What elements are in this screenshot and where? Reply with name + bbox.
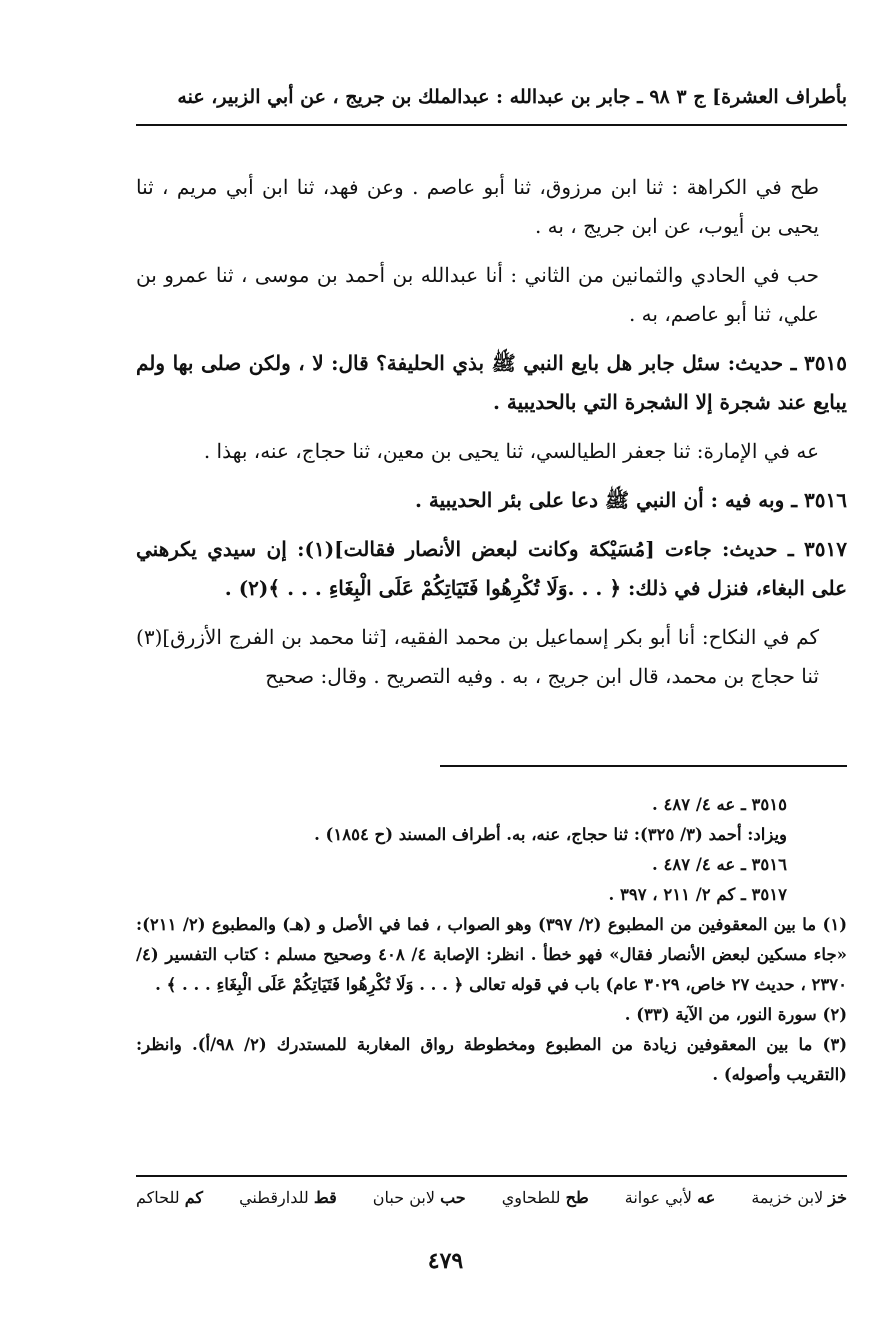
- hadith-entry: ٣٥١٥ ـ حديث: سئل جابر هل بايع النبي ﷺ بذي الحليفة؟ قال: لا ، ولكن صلى بها ولم يبايع عند شجرة إلا الشجرة التي بالحديبية .: [136, 351, 847, 414]
- footnotes: [136, 790, 847, 1090]
- hadith-entry: ٣٥١٦ ـ وبه فيه : أن النبي ﷺ دعا على بئر الحديبية .: [414, 488, 847, 512]
- footnote-rule: [440, 765, 847, 767]
- legend-item: عه لأبي عوانة: [624, 1188, 716, 1207]
- running-head: بأطراف العشرة] ج ٣ ٩٨ ـ جابر بن عبدالله : عبدالملك بن جريج ، عن أبي الزبير، عنه: [177, 86, 847, 108]
- footnote: (١) ما بين المعقوفين من المطبوع (٢/ ٣٩٧) وهو الصواب ، فما في الأصل و (هـ) والمطبوع (٢/ ٢١١): «جاء مسكين لبعض الأنصار فقال» فهو خطأ . انظر: الإصابة ٤/ ٤٠٨ وصحيح مسلم : كتاب التفسير (٤/ ٢٣٧٠ ، حديث ٢٧ خاص، ٣٠٢٩ عام) باب في قوله تعالى ﴿ . . . وَلَا تُكْرِهُوا فَتَيَاتِكُمْ عَلَى الْبِغَاءِ . . . ﴾ .: [136, 915, 847, 994]
- page-number: ٤٧٩: [427, 1248, 464, 1274]
- hadith-entry: ٣٥١٧ ـ حديث: جاءت [مُسَيْكة وكانت لبعض الأنصار فقالت](١): إن سيدي يكرهني على البغاء، فنزل في ذلك: ﴿ . . .وَلَا تُكْرِهُوا فَتَيَاتِكُمْ عَلَى الْبِغَاءِ . . . ﴾(٢) .: [136, 537, 847, 600]
- legend-item: قط للدارقطني: [239, 1188, 337, 1207]
- footnote: (٢) سورة النور، من الآية (٣٣) .: [624, 1005, 847, 1024]
- legend-item: حب لابن حبان: [372, 1188, 466, 1207]
- legend-item: كم للحاكم: [136, 1188, 204, 1207]
- abbreviation-legend: [136, 1188, 847, 1207]
- source-note: ويزاد: أحمد (٣/ ٣٢٥): ثنا حجاج، عنه، به. أطراف المسند (ح ١٨٥٤) .: [314, 825, 787, 844]
- paragraph: عه في الإمارة: ثنا جعفر الطيالسي، ثنا يحيى بن معين، ثنا حجاج، عنه، بهذا .: [203, 439, 819, 463]
- legend-item: طح للطحاوي: [501, 1188, 589, 1207]
- legend-item: خز لابن خزيمة: [751, 1188, 847, 1207]
- paragraph: حب في الحادي والثمانين من الثاني : أنا عبدالله بن أحمد بن موسى ، ثنا عمرو بن علي، ثنا أبو عاصم، به .: [136, 263, 819, 326]
- footnote: (٣) ما بين المعقوفين زيادة من المطبوع ومخطوطة رواق المغاربة للمستدرك (٢/ ٩٨/أ). وانظر: (التقريب وأصوله) .: [136, 1035, 847, 1084]
- header-rule: [136, 124, 847, 126]
- paragraph: طح في الكراهة : ثنا ابن مرزوق، ثنا أبو عاصم . وعن فهد، ثنا ابن أبي مريم ، ثنا يحيى بن أيوب، عن ابن جريج ، به .: [136, 175, 819, 238]
- paragraph: كم في النكاح: أنا أبو بكر إسماعيل بن محمد الفقيه، [ثنا محمد بن الفرج الأزرق](٣) ثنا حجاج بن محمد، قال ابن جريج ، به . وفيه التصريح . وقال: صحيح: [136, 625, 819, 688]
- source-note: ٣٥١٦ ـ عه ٤/ ٤٨٧ .: [652, 855, 787, 874]
- source-note: ٣٥١٥ ـ عه ٤/ ٤٨٧ .: [652, 795, 787, 814]
- legend-rule: [136, 1175, 847, 1177]
- source-note: ٣٥١٧ ـ كم ٢/ ٢١١ ، ٣٩٧ .: [608, 885, 787, 904]
- main-text: [136, 168, 847, 706]
